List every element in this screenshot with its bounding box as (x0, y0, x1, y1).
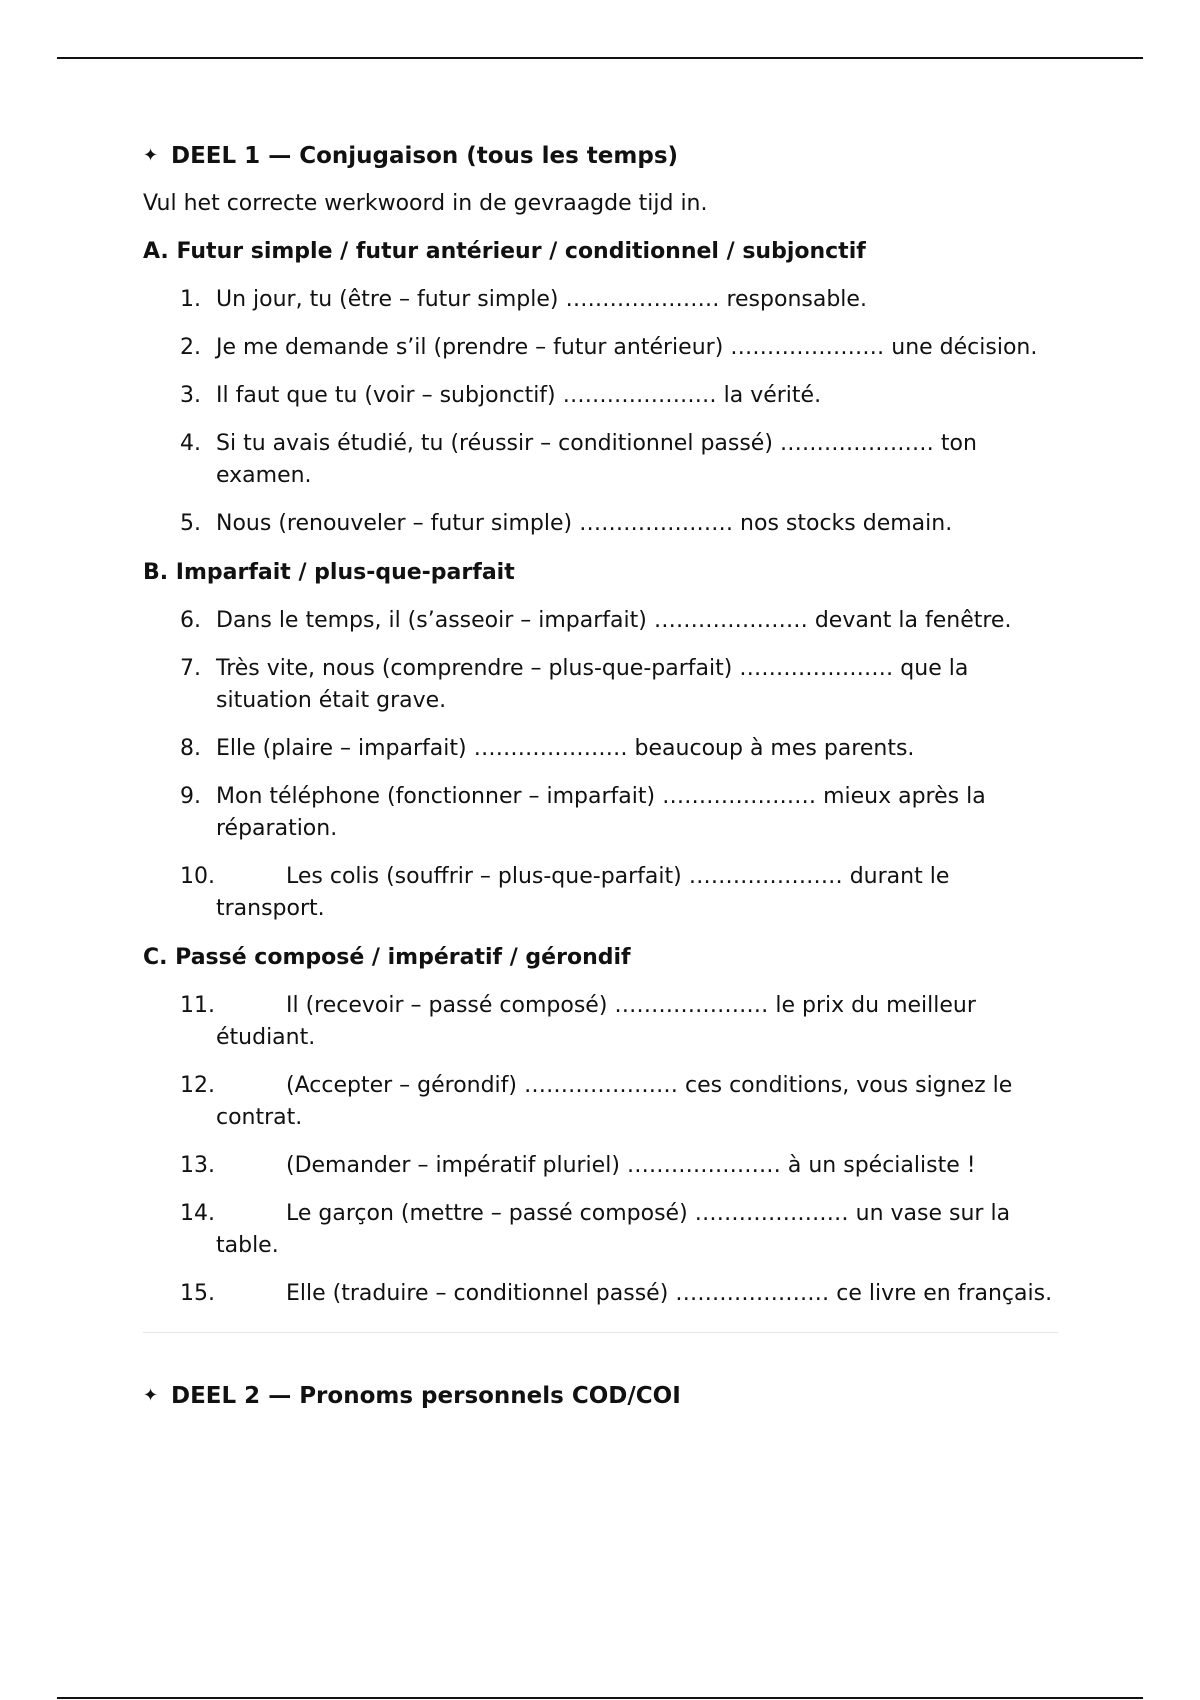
exercise-item (143, 605, 1058, 637)
item-text: Mon téléphone (fonctionner – imparfait) ………………… mieux après la réparation. (216, 784, 986, 841)
exercise-item (143, 428, 1058, 492)
item-number: 4. (180, 431, 201, 456)
exercise-item (143, 508, 1058, 540)
item-number: 12. (180, 1073, 215, 1098)
item-text: Dans le temps, il (s’asseoir – imparfait) ………………… devant la fenêtre. (216, 608, 1012, 633)
group-a-list (143, 284, 1058, 540)
section-1-heading (143, 140, 1058, 172)
exercise-item (143, 380, 1058, 412)
item-text: Elle (plaire – imparfait) ………………… beaucoup à mes parents. (216, 736, 915, 761)
star-icon: ✦ (143, 1385, 159, 1406)
page-top-rule (57, 57, 1143, 59)
item-text: Le garçon (mettre – passé composé) ………………… un vase sur la table. (216, 1201, 1011, 1258)
item-number: 5. (180, 511, 201, 536)
item-text: (Demander – impératif pluriel) ………………… à un spécialiste ! (286, 1153, 976, 1178)
item-text: Très vite, nous (comprendre – plus-que-parfait) ………………… que la situation était grave. (216, 656, 969, 713)
item-text: Je me demande s’il (prendre – futur antérieur) ………………… une décision. (216, 335, 1038, 360)
item-number: 8. (180, 736, 201, 761)
star-icon: ✦ (143, 145, 159, 166)
section-divider (143, 1332, 1058, 1333)
group-c-title: C. Passé composé / impératif / gérondif (143, 945, 631, 970)
exercise-item (143, 861, 1058, 925)
page-bottom-rule (57, 1697, 1143, 1699)
section-2-heading (143, 1380, 1058, 1412)
item-number: 7. (180, 656, 201, 681)
exercise-item (143, 1278, 1058, 1310)
exercise-item (143, 1150, 1058, 1182)
item-number: 2. (180, 335, 201, 360)
group-c-list (143, 990, 1058, 1310)
item-text: Il (recevoir – passé composé) ………………… le prix du meilleur étudiant. (216, 993, 976, 1050)
item-text: Nous (renouveler – futur simple) ………………… nos stocks demain. (216, 511, 953, 536)
item-number: 6. (180, 608, 201, 633)
section-2-title: DEEL 2 — Pronoms personnels COD/COI (171, 1383, 681, 1409)
group-b-title: B. Imparfait / plus-que-parfait (143, 560, 515, 585)
item-text: Un jour, tu (être – futur simple) ………………… responsable. (216, 287, 867, 312)
exercise-item (143, 284, 1058, 316)
item-number: 15. (180, 1281, 215, 1306)
item-number: 14. (180, 1201, 215, 1226)
item-number: 10. (180, 864, 215, 889)
exercise-item (143, 1070, 1058, 1134)
item-text: Elle (traduire – conditionnel passé) ………………… ce livre en français. (286, 1281, 1053, 1306)
group-b-list (143, 605, 1058, 925)
item-number: 13. (180, 1153, 215, 1178)
section-1-instruction: Vul het correcte werkwoord in de gevraagde tijd in. (143, 191, 708, 216)
item-text: Si tu avais étudié, tu (réussir – conditionnel passé) ………………… ton examen. (216, 431, 977, 488)
exercise-item (143, 990, 1058, 1054)
exercise-item (143, 781, 1058, 845)
exercise-item (143, 332, 1058, 364)
document-content (143, 140, 1058, 1428)
section-1-title: DEEL 1 — Conjugaison (tous les temps) (171, 143, 679, 169)
item-text: Il faut que tu (voir – subjonctif) ………………… la vérité. (216, 383, 822, 408)
item-number: 11. (180, 993, 215, 1018)
item-text: (Accepter – gérondif) ………………… ces conditions, vous signez le contrat. (216, 1073, 1013, 1130)
item-number: 9. (180, 784, 201, 809)
exercise-item (143, 1198, 1058, 1262)
item-number: 1. (180, 287, 201, 312)
exercise-item (143, 653, 1058, 717)
item-number: 3. (180, 383, 201, 408)
item-text: Les colis (souffrir – plus-que-parfait) ………………… durant le transport. (216, 864, 950, 921)
group-a-title: A. Futur simple / futur antérieur / conditionnel / subjonctif (143, 239, 866, 264)
exercise-item (143, 733, 1058, 765)
